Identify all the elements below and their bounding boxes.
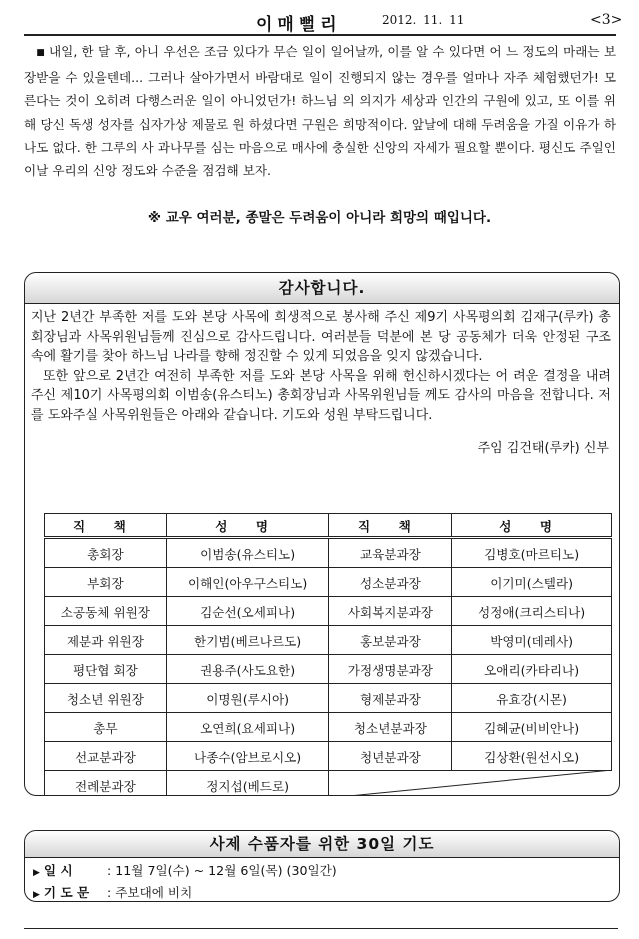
prayer-item-label: 기 도 문 <box>43 885 90 900</box>
thanks-line: 지난 2년간 부족한 저를 도와 본당 사목에 희생적으로 봉사해 주신 제9기 사목평의회 <box>31 310 516 325</box>
council-members-table <box>44 513 612 796</box>
role-cell: 청년분과장 <box>329 742 452 771</box>
thanks-paragraph-2 <box>31 367 611 426</box>
intro-line: 하셨다면 구원은 희망적이다. 앞날에 대해 두려움을 가질 이유가 하나도 없다. 한 그루의 사 <box>24 116 616 155</box>
header-role: 직 책 <box>329 514 452 538</box>
prayer-item-text <box>33 883 611 902</box>
triangle-bullet-icon: ▶ <box>33 890 40 900</box>
prayer-item-value: : 주보대에 비치 <box>107 885 193 900</box>
name-cell: 오애리(카타리나) <box>452 655 612 684</box>
triangle-bullet-icon: ▶ <box>33 868 40 878</box>
thanks-line: 당 공동체가 더욱 안정된 구조 속에 활기를 찾아 하느님 나라를 향해 정진할 수 있게 <box>31 329 611 365</box>
role-cell: 총무 <box>45 713 167 742</box>
role-cell: 청소년분과장 <box>329 713 452 742</box>
name-cell: 김혜균(비비안나) <box>452 713 612 742</box>
table-row <box>45 655 612 684</box>
intro-line: 우리의 신앙 정도와 수준을 점검해 보자. <box>52 163 272 179</box>
thanks-box <box>24 272 620 796</box>
table-row <box>45 742 612 771</box>
header-name: 성 명 <box>166 514 329 538</box>
intro-line: 과나무를 심는 마음으로 매사에 충실한 신앙의 자세가 필요할 뿐이다. 평신도 주일인 이날 <box>24 139 616 179</box>
name-cell: 김병호(마르티노) <box>452 538 612 568</box>
thanks-line: 되었음을 잊지 않겠습니다. <box>331 349 483 365</box>
table-row <box>45 538 612 568</box>
name-cell: 박영미(데레사) <box>452 626 612 655</box>
intro-line: 내일, 한 달 후, 아니 우선은 조금 있다가 무슨 일이 일어날까, 이를 알 수 있다면 어 <box>48 44 502 59</box>
footer-rule <box>24 928 618 929</box>
name-cell: 김순선(오세피나) <box>166 597 329 626</box>
intro-line: 경우를 얼마나 자주 체험했던가! 모른다는 것이 오히려 다행스러운 일이 아니었던가! 하느님 <box>24 70 616 109</box>
thanks-line: 또한 앞으로 2년간 여전히 부족한 저를 도와 본당 사목을 위해 헌신하시겠다는 어 <box>43 368 509 384</box>
page-header <box>24 8 623 36</box>
role-cell: 평단협 회장 <box>45 655 167 684</box>
pastor-signature: 주임 김건태(루카) 신부 <box>477 440 609 456</box>
thanks-line: 성원 부탁드립니다. <box>323 407 433 423</box>
role-cell: 제분과 위원장 <box>45 626 167 655</box>
role-cell: 청소년 위원장 <box>45 684 167 713</box>
name-cell: 이범송(유스티노) <box>166 538 329 568</box>
name-cell: 이기미(스텔라) <box>452 568 612 597</box>
name-cell: 한기범(베르나르도) <box>166 626 329 655</box>
intro-line: 느 정도의 마래는 보장받을 수 있을텐데... 그러나 살아가면서 바람대로 일이 진행되지 않는 <box>24 44 616 86</box>
name-cell: 나종수(암브로시오) <box>166 742 329 771</box>
thanks-body <box>25 304 619 458</box>
table-row <box>45 568 612 597</box>
intro-line: 의 의지가 세상과 인간의 구원에 있고, 또 이를 위해 당신 독생 성자를 십자가상 제물로 원 <box>24 93 616 132</box>
header-role: 직 책 <box>45 514 167 538</box>
name-cell: 정지섭(베드로) <box>166 771 329 797</box>
prayer-item-dates <box>33 861 611 883</box>
table-header-row <box>45 514 612 538</box>
issue-date: 2012. 11. 11 <box>382 13 465 27</box>
page-number: <3> <box>590 12 623 28</box>
name-cell: 권용주(사도요한) <box>166 655 329 684</box>
name-cell: 김상환(원선시오) <box>452 742 612 771</box>
prayer-box <box>24 830 620 902</box>
empty-diagonal-cell <box>329 771 612 797</box>
role-cell: 가정생명분과장 <box>329 655 452 684</box>
role-cell: 부회장 <box>45 568 167 597</box>
diagonal-line <box>329 770 612 796</box>
role-cell: 홍보분과장 <box>329 626 452 655</box>
table-row <box>45 684 612 713</box>
thanks-line: 려운 결정을 내려주신 제10기 사목평의회 이범송(유스티노) 총회장님과 사목위원님들 <box>31 368 611 404</box>
role-cell: 선교분과장 <box>45 742 167 771</box>
name-cell: 오연희(요세피나) <box>166 713 329 742</box>
role-cell: 총회장 <box>45 538 167 568</box>
intro-closing: ※ 교우 여러분, 종말은 두려움이 아니라 희망의 때입니다. <box>147 210 492 226</box>
thanks-line: 께도 감사의 마음을 전합니다. 저를 도와주실 사목위원들은 아래와 같습니다. 기도와 <box>31 388 611 423</box>
name-cell: 성정애(크리스티나) <box>452 597 612 626</box>
square-bullet-icon: ■ <box>36 48 45 58</box>
header-name: 성 명 <box>452 514 612 538</box>
table-row <box>45 597 612 626</box>
thanks-title: 감사합니다. <box>25 273 619 304</box>
prayer-item-label: 일 시 <box>43 863 73 878</box>
name-cell: 유효강(시몬) <box>452 684 612 713</box>
table-row <box>45 713 612 742</box>
table-row <box>45 771 612 797</box>
role-cell: 사회복지분과장 <box>329 597 452 626</box>
table-row <box>45 626 612 655</box>
bulletin-title: 이매뻘리 <box>256 15 342 35</box>
name-cell: 이해인(아우구스티노) <box>166 568 329 597</box>
role-cell: 소공동체 위원장 <box>45 597 167 626</box>
role-cell: 교육분과장 <box>329 538 452 568</box>
role-cell: 형제분과장 <box>329 684 452 713</box>
prayer-body <box>25 858 619 902</box>
role-cell: 성소분과장 <box>329 568 452 597</box>
prayer-item-value: : 11월 7일(수) ~ 12월 6일(목) (30일간) <box>107 863 337 878</box>
role-cell: 전례분과장 <box>45 771 167 797</box>
thanks-paragraph-1 <box>31 308 611 367</box>
name-cell: 이명원(루시아) <box>166 684 329 713</box>
intro-paragraph <box>24 40 616 182</box>
thanks-line: 김재구(루카) 총회장님과 사목위원님들께 진심으로 감사드립니다. 여러분들 덕분에 본 <box>31 310 611 345</box>
prayer-title: 사제 수품자를 위한 30일 기도 <box>25 831 619 858</box>
